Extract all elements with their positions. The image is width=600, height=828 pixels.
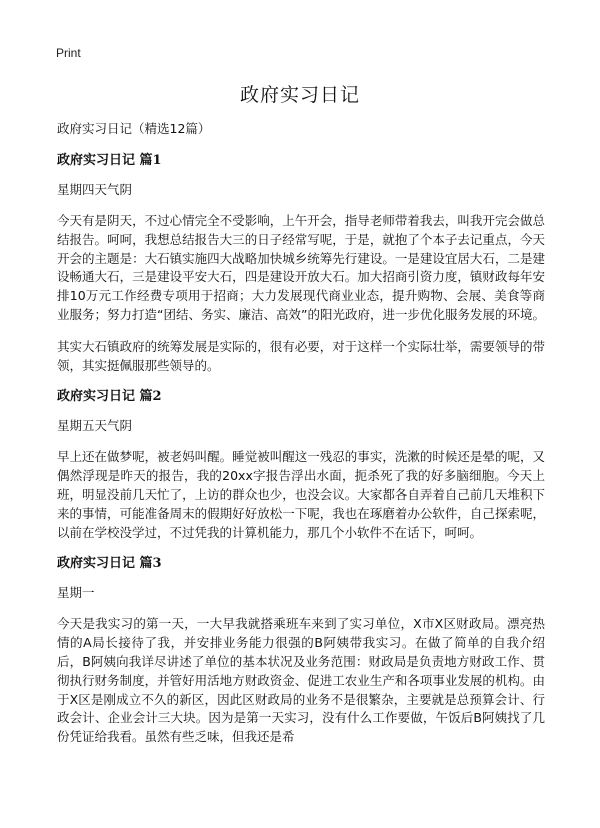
- paragraph: 其实大石镇政府的统筹发展是实际的，很有必要，对于这样一个实际壮举，需要领导的带领，其实挺佩服那些领导的。: [57, 338, 545, 373]
- date-weather-line: 星期一: [57, 585, 95, 601]
- section-heading: 政府实习日记 篇3: [57, 556, 162, 572]
- diary-section-2: [57, 388, 545, 542]
- diary-section-1: [57, 152, 545, 375]
- section-heading: 政府实习日记 篇1: [57, 153, 162, 168]
- section-heading: 政府实习日记 篇2: [57, 389, 162, 405]
- date-weather-line: 星期五天气阴: [57, 418, 133, 434]
- paragraph: 今天是我实习的第一天，一大早我就搭乘班车来到了实习单位，X市X区财政局。漂亮热情的A局长接待了我，并安排业务能力很强的B阿姨带我实习。在做了简单的自我介绍后，B阿姨向我详尽讲述了单位的基本状况及业务范围：财政局是负责地方财政工作、贯彻执行财务制度，并管好用活地方财政资金、促进工农业生产和各项事业发展的机构。由于X区是刚成立不久的新区，因此区财政局的业务不是很繁杂，主要就是总预算会计、行政会计、企业会计三大块。因为是第一天实习，没有什么工作要做，午饭后B阿姨找了几份凭证给我看。虽然有些乏味，但我还是希: [57, 616, 545, 745]
- print-link[interactable]: Print: [56, 46, 81, 60]
- document-subtitle: 政府实习日记（精选12篇）: [57, 121, 211, 136]
- paragraph: 今天有是阴天，不过心情完全不受影响，上午开会，指导老师带着我去，叫我开完会做总结报告。呵呵，我想总结报告大三的日子经常写呢，于是，就抱了个本子去记重点，今天开会的主题是：大石镇实施四大战略加快城乡统筹先行建设。一是建设宜居大石，二是建设畅通大石，三是建设平安大石，四是建设开放大石。加大招商引资力度，镇财政每年安排10万元工作经费专项用于招商；大力发展现代商业业态，提升购物、会展、美食等商业服务；努力打造“团结、务实、廉洁、高效”的阳光政府，进一步优化服务发展的环境。: [57, 213, 545, 322]
- paragraph: 早上还在做梦呢，被老妈叫醒。睡觉被叫醒这一残忍的事实，洗漱的时候还是晕的呢，又偶然浮现是昨天的报告，我的20xx字报告浮出水面，扼杀死了我的好多脑细胞。今天上班，明显没前几天忙了，上访的群众也少，也没会议。大家都各自弄着自己前几天堆积下来的事情，可能准备周末的假期好好放松一下呢，我也在琢磨着办公软件，自己探索呢，以前在学校没学过，不过凭我的计算机能力，那几个小软件不在话下，呵呵。: [57, 449, 545, 540]
- document-title: 政府实习日记: [239, 84, 360, 106]
- diary-section-3: [57, 555, 545, 747]
- document-body: [57, 121, 545, 747]
- date-weather-line: 星期四天气阴: [57, 182, 133, 197]
